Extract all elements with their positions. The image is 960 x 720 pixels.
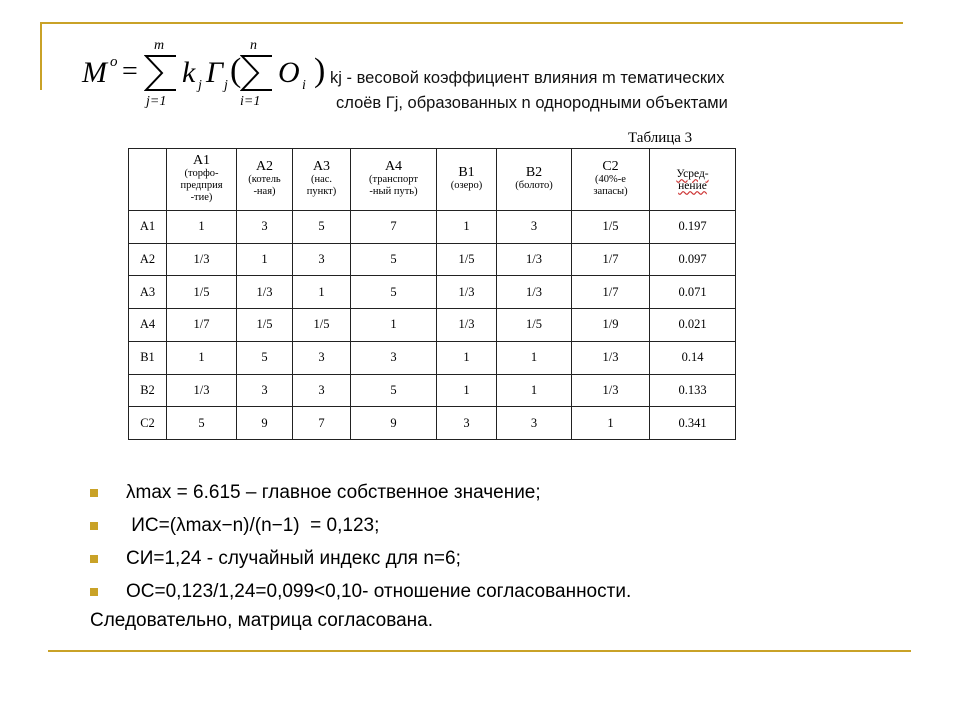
matrix-cell: 1/5 <box>572 211 650 244</box>
matrix-cell: 5 <box>167 407 237 440</box>
table-row <box>129 276 736 309</box>
matrix-cell: 1 <box>293 276 351 309</box>
matrix-cell: 3 <box>237 211 293 244</box>
bullet-icon <box>90 489 98 497</box>
header-a4-desc: (транспорт -ный путь) <box>369 174 418 197</box>
matrix-cell: 5 <box>351 243 437 276</box>
formula-k-sub: j <box>198 78 202 93</box>
matrix-cell: 1 <box>437 341 497 374</box>
matrix-cell: 5 <box>293 211 351 244</box>
average-cell: 0.341 <box>650 407 736 440</box>
header-c2-desc: (40%-е запасы) <box>593 174 628 197</box>
formula-lhs-sup: o <box>110 54 118 70</box>
formula-gamma-sub: j <box>224 78 228 93</box>
matrix-cell: 1/3 <box>437 276 497 309</box>
average-cell: 0.021 <box>650 309 736 342</box>
row-header: А1 <box>129 211 167 244</box>
formula-o-sub: i <box>302 78 306 93</box>
header-b1-desc: (озеро) <box>450 180 483 191</box>
row-header: В2 <box>129 374 167 407</box>
table-row <box>129 243 736 276</box>
matrix-cell: 1/3 <box>167 374 237 407</box>
sum-symbol-icon <box>144 52 180 94</box>
matrix-cell: 1 <box>497 374 572 407</box>
formula-inner-sum-upper: n <box>250 38 257 53</box>
list-item <box>88 476 631 509</box>
table-header-row <box>129 149 736 211</box>
row-header: А4 <box>129 309 167 342</box>
row-header: А3 <box>129 276 167 309</box>
table-row <box>129 374 736 407</box>
random-index-text: СИ=1,24 - случайный индекс для n=6; <box>126 548 461 569</box>
caption-line-1: kj - весовой коэффициент влияния m тематических <box>330 69 725 87</box>
matrix-cell: 1 <box>437 211 497 244</box>
matrix-cell: 1/3 <box>237 276 293 309</box>
table-title: Таблица 3 <box>628 130 693 146</box>
table-row <box>129 309 736 342</box>
matrix-cell: 1/9 <box>572 309 650 342</box>
matrix-cell: 1 <box>437 374 497 407</box>
lambda-max-text: λmax = 6.615 – главное собственное значение; <box>126 482 541 503</box>
header-corner <box>129 149 167 211</box>
matrix-cell: 3 <box>437 407 497 440</box>
header-c2: С2 (40%-е запасы) <box>572 149 650 211</box>
consistency-ratio-text: ОС=0,123/1,24=0,099<0,10- отношение согласованности. <box>126 581 632 602</box>
header-a2-desc: (котель -ная) <box>248 174 281 197</box>
formula-k: k <box>182 56 196 89</box>
matrix-cell: 1 <box>167 211 237 244</box>
formula-sum-lower: j=1 <box>146 94 167 109</box>
average-cell: 0.197 <box>650 211 736 244</box>
inner-sum-symbol-icon <box>240 52 276 94</box>
matrix-cell: 9 <box>351 407 437 440</box>
bullet-icon <box>90 522 98 530</box>
list-item <box>88 542 631 575</box>
matrix-cell: 3 <box>497 407 572 440</box>
matrix-cell: 1/3 <box>497 243 572 276</box>
header-a2: А2 (котель -ная) <box>237 149 293 211</box>
formula-sum-upper: m <box>154 38 165 53</box>
matrix-cell: 1/7 <box>572 243 650 276</box>
matrix-cell: 1/5 <box>497 309 572 342</box>
matrix-cell: 3 <box>237 374 293 407</box>
formula-o: O <box>278 56 300 89</box>
header-b2-desc: (болото) <box>515 180 553 191</box>
table-row <box>129 211 736 244</box>
formula-close-paren: ) <box>314 52 326 89</box>
header-a4: А4 (транспорт -ный путь) <box>351 149 437 211</box>
matrix-cell: 3 <box>293 374 351 407</box>
header-a3: А3 (нас. пункт) <box>293 149 351 211</box>
top-rule <box>40 22 903 24</box>
conclusion-text: Следовательно, матрица согласована. <box>90 610 434 631</box>
results-list <box>88 476 631 608</box>
matrix-cell: 1/3 <box>572 341 650 374</box>
caption-line-2: слоёв Гj, образованных n однородными объектами <box>336 94 728 112</box>
matrix-cell: 1/7 <box>572 276 650 309</box>
header-a1: А1 (торфо- предприя -тие) <box>167 149 237 211</box>
header-b1: В1 (озеро) <box>437 149 497 211</box>
table-row <box>129 341 736 374</box>
matrix-cell: 1/5 <box>293 309 351 342</box>
matrix-cell: 1/3 <box>497 276 572 309</box>
formula-lhs: M <box>82 56 107 89</box>
matrix-cell: 7 <box>293 407 351 440</box>
header-average <box>650 149 736 211</box>
matrix-cell: 5 <box>351 276 437 309</box>
bullet-icon <box>90 588 98 596</box>
row-header: В1 <box>129 341 167 374</box>
header-average-label: Усред- нение <box>676 167 709 192</box>
row-header: А2 <box>129 243 167 276</box>
bottom-rule <box>48 650 911 652</box>
matrix-cell: 1 <box>167 341 237 374</box>
matrix-cell: 1/3 <box>167 243 237 276</box>
bullet-icon <box>90 555 98 563</box>
consistency-index-text: ИС=(λmax−n)/(n−1) = 0,123; <box>126 515 380 536</box>
matrix-cell: 1/3 <box>437 309 497 342</box>
header-b2: В2 (болото) <box>497 149 572 211</box>
formula-open-paren: ( <box>230 52 242 89</box>
header-a3-desc: (нас. пункт) <box>306 174 337 197</box>
average-cell: 0.14 <box>650 341 736 374</box>
matrix-cell: 1 <box>351 309 437 342</box>
left-rule <box>40 22 42 90</box>
pairwise-comparison-table <box>128 148 736 440</box>
matrix-cell: 5 <box>351 374 437 407</box>
matrix-cell: 1/3 <box>572 374 650 407</box>
matrix-cell: 1 <box>572 407 650 440</box>
matrix-cell: 7 <box>351 211 437 244</box>
average-cell: 0.097 <box>650 243 736 276</box>
matrix-cell: 3 <box>293 341 351 374</box>
matrix-cell: 1 <box>237 243 293 276</box>
header-a1-desc: (торфо- предприя -тие) <box>180 168 223 203</box>
matrix-cell: 1/5 <box>437 243 497 276</box>
matrix-cell: 5 <box>237 341 293 374</box>
matrix-cell: 9 <box>237 407 293 440</box>
row-header: С2 <box>129 407 167 440</box>
matrix-cell: 3 <box>293 243 351 276</box>
matrix-cell: 1/5 <box>167 276 237 309</box>
matrix-cell: 1/7 <box>167 309 237 342</box>
matrix-cell: 3 <box>351 341 437 374</box>
formula-gamma: Г <box>206 56 224 89</box>
weight-formula <box>82 38 327 110</box>
average-cell: 0.133 <box>650 374 736 407</box>
matrix-cell: 3 <box>497 211 572 244</box>
list-item <box>88 509 631 542</box>
table-row <box>129 407 736 440</box>
matrix-cell: 1/5 <box>237 309 293 342</box>
formula-inner-sum-lower: i=1 <box>240 94 261 109</box>
average-cell: 0.071 <box>650 276 736 309</box>
formula-caption <box>330 66 850 116</box>
matrix-cell: 1 <box>497 341 572 374</box>
formula-equals: = <box>122 56 138 87</box>
list-item <box>88 575 631 608</box>
